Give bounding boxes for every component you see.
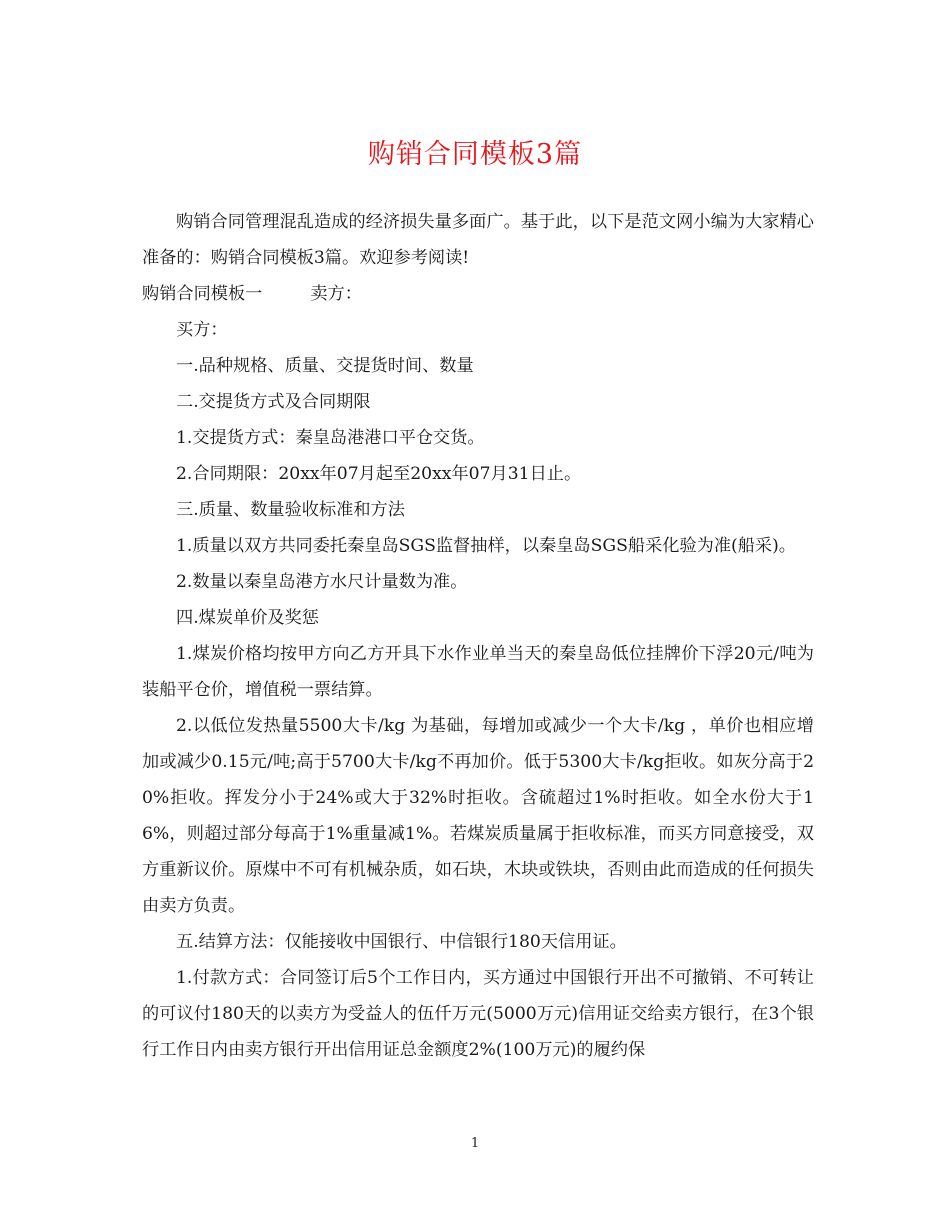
seller-label: 卖方： [310, 284, 362, 304]
document-title: 购销合同模板3篇 [367, 139, 583, 170]
clause-paragraph: 1.交提货方式：秦皇岛港港口平仓交货。 [176, 428, 485, 448]
clause-paragraph: 2.合同期限：20xx年07月起至20xx年07月31日止。 [176, 464, 582, 484]
template-heading: 购销合同模板一 [142, 284, 263, 304]
intro-paragraph: 购销合同管理混乱造成的经济损失量多面广。基于此，以下是范文网小编为大家精心准备的：购销合同模板3篇。欢迎参考阅读! [142, 212, 814, 268]
section-heading-2: 二.交提货方式及合同期限 [176, 392, 371, 412]
buyer-label: 买方： [176, 320, 228, 340]
clause-paragraph: 1.煤炭价格均按甲方向乙方开具下水作业单当天的秦皇岛低位挂牌价下浮20元/吨为装船平仓价，增值税一票结算。 [142, 644, 814, 700]
section-heading-1: 一.品种规格、质量、交提货时间、数量 [176, 356, 474, 376]
section-heading-5: 五.结算方法：仅能接收中国银行、中信银行180天信用证。 [176, 932, 627, 952]
template-heading-line [142, 276, 814, 312]
clause-paragraph: 1.质量以双方共同委托秦皇岛SGS监督抽样，以秦皇岛SGS船采化验为准(船采)。 [176, 536, 796, 556]
clause-paragraph: 1.付款方式：合同签订后5个工作日内，买方通过中国银行开出不可撤销、不可转让的可议付180天的以卖方为受益人的伍仟万元(5000万元)信用证交给卖方银行，在3个银行工作日内由卖方银行开出信用证总金额度2%(100万元)的履约保 [142, 968, 814, 1060]
clause-paragraph: 2.数量以秦皇岛港方水尺计量数为准。 [176, 572, 468, 592]
section-heading-4: 四.煤炭单价及奖惩 [176, 608, 319, 628]
clause-paragraph: 2.以低位发热量5500大卡/kg 为基础，每增加或减少一个大卡/kg ，单价也相应增加或减少0.15元/吨;高于5700大卡/kg不再加价。低于5300大卡/kg拒收。如灰分高于20%拒收。挥发分小于24%或大于32%时拒收。含硫超过1%时拒收。如全水份大于16%，则超过部分每高于1%重量减1%。若煤炭质量属于拒收标准，而买方同意接受，双方重新议价。原煤中不可有机械杂质，如石块，木块或铁块，否则由此而造成的任何损失由卖方负责。 [142, 716, 814, 916]
document-body [142, 204, 814, 1068]
section-heading-3: 三.质量、数量验收标准和方法 [176, 500, 405, 520]
page-number: 1 [470, 1136, 480, 1151]
